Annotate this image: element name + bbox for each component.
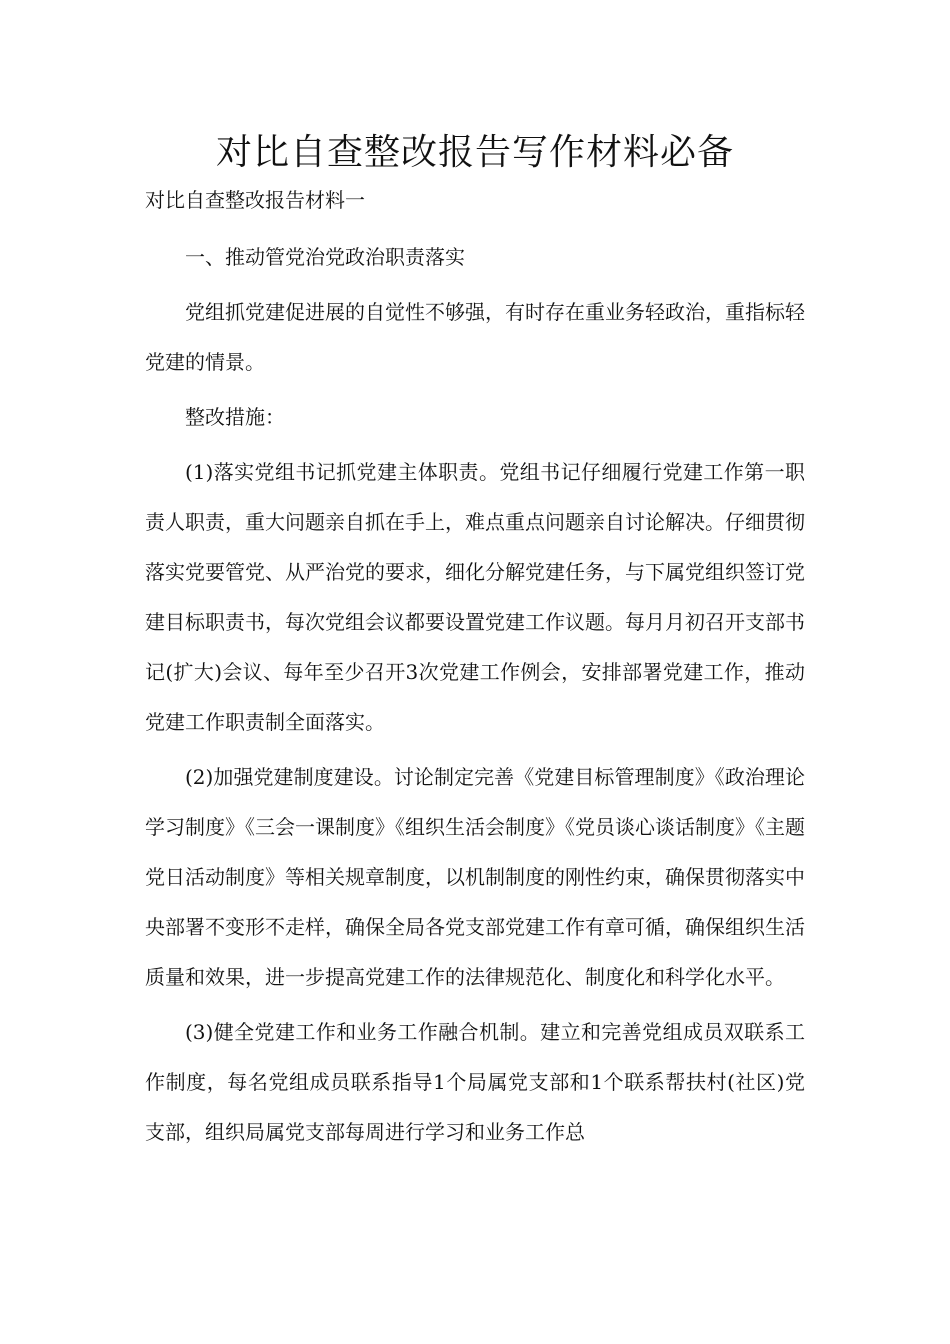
document-subtitle: 对比自查整改报告材料一 — [145, 188, 365, 212]
measure-paragraph-2: (2)加强党建制度建设。讨论制定完善《党建目标管理制度》《政治理论学习制度》《三会一课制度》《组织生活会制度》《党员谈心谈话制度》《主题党日活动制度》等相关规章制度，以机制制度的刚性约束，确保贯彻落实中央部署不变形不走样，确保全局各党支部党建工作有章可循，确保组织生活质量和效果，进一步提高党建工作的法律规范化、制度化和科学化水平。 — [145, 765, 805, 989]
section-heading: 一、推动管党治党政治职责落实 — [185, 245, 465, 269]
measures-label: 整改措施： — [185, 405, 285, 429]
document-body — [145, 232, 805, 1162]
measure-paragraph-3: (3)健全党建工作和业务工作融合机制。建立和完善党组成员双联系工作制度，每名党组成员联系指导1个局属党支部和1个联系帮扶村(社区)党支部，组织局属党支部每周进行学习和业务工作总 — [145, 1020, 805, 1144]
problem-paragraph: 党组抓党建促进展的自觉性不够强，有时存在重业务轻政治，重指标轻党建的情景。 — [145, 300, 805, 374]
measure-paragraph-1: (1)落实党组书记抓党建主体职责。党组书记仔细履行党建工作第一职责人职责，重大问题亲自抓在手上，难点重点问题亲自讨论解决。仔细贯彻落实党要管党、从严治党的要求，细化分解党建任务，与下属党组织签订党建目标职责书，每次党组会议都要设置党建工作议题。每月月初召开支部书记(扩大)会议、每年至少召开3次党建工作例会，安排部署党建工作，推动党建工作职责制全面落实。 — [145, 460, 805, 734]
document-title: 对比自查整改报告写作材料必备 — [215, 132, 734, 173]
